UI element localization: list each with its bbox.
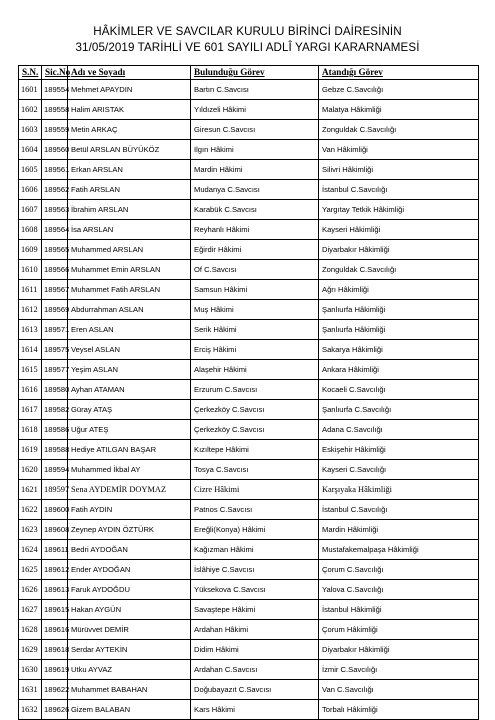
cell-sn: 1608 xyxy=(19,220,42,240)
table-row xyxy=(19,400,479,420)
cell-sn: 1622 xyxy=(19,500,42,520)
cell-name: Serdar AYTEKİN xyxy=(68,640,191,660)
cell-assigned-post: Yargıtay Tetkik Hâkimliği xyxy=(319,200,479,220)
cell-sn: 1604 xyxy=(19,140,42,160)
cell-assigned-post: İstanbul Hâkimliği xyxy=(319,600,479,620)
cell-sic-no: 189619 xyxy=(42,660,68,680)
cell-sn: 1620 xyxy=(19,460,42,480)
cell-name: Faruk AYDOĞDU xyxy=(68,580,191,600)
table-row xyxy=(19,620,479,640)
table-row xyxy=(19,340,479,360)
cell-sic-no: 189571 xyxy=(42,320,68,340)
cell-current-post: Çerkezköy C.Savcısı xyxy=(191,400,319,420)
cell-assigned-post: Çorum C.Savcılığı xyxy=(319,560,479,580)
cell-sn: 1626 xyxy=(19,580,42,600)
cell-assigned-post: Malatya Hâkimliği xyxy=(319,100,479,120)
cell-sic-no: 189611 xyxy=(42,540,68,560)
table-row xyxy=(19,300,479,320)
cell-sn: 1614 xyxy=(19,340,42,360)
cell-assigned-post: Mardin Hâkimliği xyxy=(319,520,479,540)
cell-assigned-post: Kayseri C.Savcılığı xyxy=(319,460,479,480)
cell-current-post: Yüksekova C.Savcısı xyxy=(191,580,319,600)
cell-sic-no: 189616 xyxy=(42,620,68,640)
cell-current-post: Ardahan C.Savcısı xyxy=(191,660,319,680)
cell-current-post: Ereğli(Konya) Hâkimi xyxy=(191,520,319,540)
table-row xyxy=(19,180,479,200)
cell-sic-no: 189580 xyxy=(42,380,68,400)
cell-current-post: Muş Hâkimi xyxy=(191,300,319,320)
cell-sic-no: 189594 xyxy=(42,460,68,480)
cell-current-post: Samsun Hâkimi xyxy=(191,280,319,300)
cell-sic-no: 189564 xyxy=(42,220,68,240)
table-row xyxy=(19,520,479,540)
cell-assigned-post: Torbalı Hâkimliği xyxy=(319,700,479,720)
cell-name: Güray ATAŞ xyxy=(68,400,191,420)
cell-name: Muhammed İkbal AY xyxy=(68,460,191,480)
cell-assigned-post: Silivri Hâkimliği xyxy=(319,160,479,180)
cell-sic-no: 189618 xyxy=(42,640,68,660)
cell-current-post: Kızıltepe Hâkimi xyxy=(191,440,319,460)
cell-sn: 1603 xyxy=(19,120,42,140)
cell-assigned-post: Gebze C.Savcılığı xyxy=(319,80,479,100)
cell-sn: 1616 xyxy=(19,380,42,400)
cell-assigned-post: İzmir C.Savcılığı xyxy=(319,660,479,680)
cell-name: Fatih AYDIN xyxy=(68,500,191,520)
table-row xyxy=(19,320,479,340)
table-body xyxy=(19,80,479,720)
cell-name: Muhammet Emin ARSLAN xyxy=(68,260,191,280)
cell-name: Hakan AYGÜN xyxy=(68,600,191,620)
cell-sic-no: 189565 xyxy=(42,240,68,260)
table-row xyxy=(19,220,479,240)
cell-assigned-post: Ağrı Hâkimliği xyxy=(319,280,479,300)
cell-name: Hediye ATILGAN BAŞAR xyxy=(68,440,191,460)
table-row xyxy=(19,200,479,220)
cell-current-post: Cizre Hâkimi xyxy=(191,480,319,500)
cell-current-post: Erciş Hâkimi xyxy=(191,340,319,360)
cell-assigned-post: Adana C.Savcılığı xyxy=(319,420,479,440)
cell-sn: 1606 xyxy=(19,180,42,200)
cell-current-post: Ardahan Hâkimi xyxy=(191,620,319,640)
cell-assigned-post: Karşıyaka Hâkimliği xyxy=(319,480,479,500)
header-current-post: Bulunduğu Görev xyxy=(191,66,319,80)
cell-sic-no: 189563 xyxy=(42,200,68,220)
cell-name: Eren ASLAN xyxy=(68,320,191,340)
cell-sic-no: 189586 xyxy=(42,420,68,440)
cell-sn: 1602 xyxy=(19,100,42,120)
cell-sn: 1627 xyxy=(19,600,42,620)
cell-sic-no: 189558 xyxy=(42,100,68,120)
cell-sn: 1621 xyxy=(19,480,42,500)
cell-name: Yeşim ASLAN xyxy=(68,360,191,380)
cell-name: Uğur ATEŞ xyxy=(68,420,191,440)
cell-current-post: Karabük C.Savcısı xyxy=(191,200,319,220)
cell-name: Ender AYDOĞAN xyxy=(68,560,191,580)
table-row xyxy=(19,280,479,300)
table-row xyxy=(19,580,479,600)
table-row xyxy=(19,600,479,620)
cell-sn: 1611 xyxy=(19,280,42,300)
cell-name: Muhammet Fatih ARSLAN xyxy=(68,280,191,300)
cell-name: Ayhan ATAMAN xyxy=(68,380,191,400)
cell-assigned-post: Mustafakemalpaşa Hâkimliği xyxy=(319,540,479,560)
cell-current-post: Eğirdir Hâkimi xyxy=(191,240,319,260)
table-row xyxy=(19,100,479,120)
appointment-table xyxy=(18,65,479,720)
cell-current-post: Kağızman Hâkimi xyxy=(191,540,319,560)
cell-sic-no: 189600 xyxy=(42,500,68,520)
cell-sic-no: 189554 xyxy=(42,80,68,100)
cell-name: Veysel ASLAN xyxy=(68,340,191,360)
table-row xyxy=(19,140,479,160)
cell-sic-no: 189626 xyxy=(42,700,68,720)
cell-current-post: İslâhiye C.Savcısı xyxy=(191,560,319,580)
cell-sn: 1631 xyxy=(19,680,42,700)
cell-current-post: Mudanya C.Savcısı xyxy=(191,180,319,200)
cell-sic-no: 189608 xyxy=(42,520,68,540)
cell-assigned-post: İstanbul C.Savcılığı xyxy=(319,500,479,520)
cell-name: Mürüvvet DEMİR xyxy=(68,620,191,640)
cell-name: Gizem BALABAN xyxy=(68,700,191,720)
cell-name: Halim ARISTAK xyxy=(68,100,191,120)
cell-name: İbrahim ARSLAN xyxy=(68,200,191,220)
table-row xyxy=(19,80,479,100)
cell-sic-no: 189569 xyxy=(42,300,68,320)
cell-name: Utku AYVAZ xyxy=(68,660,191,680)
cell-name: Fatih ARSLAN xyxy=(68,180,191,200)
cell-assigned-post: Şanlıurfa C.Savcılığı xyxy=(319,400,479,420)
cell-assigned-post: Diyarbakır Hâkimliği xyxy=(319,240,479,260)
cell-sn: 1623 xyxy=(19,520,42,540)
cell-sic-no: 189588 xyxy=(42,440,68,460)
cell-sic-no: 189567 xyxy=(42,280,68,300)
cell-sic-no: 189615 xyxy=(42,600,68,620)
cell-sn: 1628 xyxy=(19,620,42,640)
cell-sic-no: 189575 xyxy=(42,340,68,360)
cell-sn: 1629 xyxy=(19,640,42,660)
cell-sn: 1618 xyxy=(19,420,42,440)
cell-name: Abdurrahman ASLAN xyxy=(68,300,191,320)
cell-current-post: Ilgın Hâkimi xyxy=(191,140,319,160)
cell-assigned-post: Kayseri Hâkimliği xyxy=(319,220,479,240)
cell-sic-no: 189612 xyxy=(42,560,68,580)
cell-current-post: Doğubayazıt C.Savcısı xyxy=(191,680,319,700)
table-row xyxy=(19,380,479,400)
table-row xyxy=(19,420,479,440)
cell-name: Erkan ARSLAN xyxy=(68,160,191,180)
cell-assigned-post: Ankara Hâkimliği xyxy=(319,360,479,380)
document-title-line2: 31/05/2019 TARİHLİ VE 601 SAYILI ADLÎ YARGI KARARNAMESİ xyxy=(75,41,420,54)
cell-current-post: Of C.Savcısı xyxy=(191,260,319,280)
cell-current-post: Mardin Hâkimi xyxy=(191,160,319,180)
cell-sic-no: 189613 xyxy=(42,580,68,600)
table-row xyxy=(19,560,479,580)
table-row xyxy=(19,540,479,560)
cell-current-post: Reyhanlı Hâkimi xyxy=(191,220,319,240)
cell-sn: 1610 xyxy=(19,260,42,280)
table-row xyxy=(19,700,479,720)
cell-sn: 1625 xyxy=(19,560,42,580)
cell-current-post: Tosya C.Savcısı xyxy=(191,460,319,480)
cell-sic-no: 189559 xyxy=(42,120,68,140)
cell-sic-no: 189562 xyxy=(42,180,68,200)
cell-sn: 1630 xyxy=(19,660,42,680)
cell-current-post: Kars Hâkimi xyxy=(191,700,319,720)
cell-assigned-post: Diyarbakır Hâkimliği xyxy=(319,640,479,660)
cell-sic-no: 189582 xyxy=(42,400,68,420)
cell-assigned-post: Çorum Hâkimliği xyxy=(319,620,479,640)
cell-name: Betül ARSLAN BÜYÜKÖZ xyxy=(68,140,191,160)
cell-sn: 1615 xyxy=(19,360,42,380)
cell-assigned-post: İstanbul C.Savcılığı xyxy=(319,180,479,200)
header-assigned-post: Atandığı Görev xyxy=(319,66,479,80)
cell-sic-no: 189560 xyxy=(42,140,68,160)
cell-sn: 1624 xyxy=(19,540,42,560)
document-title-line1: HÂKİMLER VE SAVCILAR KURULU BİRİNCİ DAİRESİNİN xyxy=(93,25,402,38)
cell-current-post: Erzurum C.Savcısı xyxy=(191,380,319,400)
cell-sn: 1617 xyxy=(19,400,42,420)
cell-assigned-post: Sakarya Hâkimliği xyxy=(319,340,479,360)
table-row xyxy=(19,460,479,480)
cell-name: Sena AYDEMİR DOYMAZ xyxy=(68,480,191,500)
cell-sn: 1607 xyxy=(19,200,42,220)
table-row xyxy=(19,500,479,520)
table-row xyxy=(19,660,479,680)
cell-sn: 1601 xyxy=(19,80,42,100)
cell-assigned-post: Eskişehir Hâkimliği xyxy=(319,440,479,460)
header-sn: S.N. xyxy=(19,66,42,80)
header-sic-no: Sic.No xyxy=(42,66,68,80)
cell-name: Bedri AYDOĞAN xyxy=(68,540,191,560)
cell-name: Muhammed ARSLAN xyxy=(68,240,191,260)
table-row xyxy=(19,240,479,260)
cell-sn: 1632 xyxy=(19,700,42,720)
cell-sn: 1605 xyxy=(19,160,42,180)
cell-assigned-post: Zonguldak C.Savcılığı xyxy=(319,120,479,140)
table-header-row xyxy=(19,66,479,80)
cell-sn: 1609 xyxy=(19,240,42,260)
table-row xyxy=(19,120,479,140)
cell-current-post: Patnos C.Savcısı xyxy=(191,500,319,520)
table-row xyxy=(19,260,479,280)
cell-sic-no: 189622 xyxy=(42,680,68,700)
cell-current-post: Alaşehir Hâkimi xyxy=(191,360,319,380)
cell-assigned-post: Kocaeli C.Savcılığı xyxy=(319,380,479,400)
cell-current-post: Yıldızeli Hâkimi xyxy=(191,100,319,120)
cell-current-post: Giresun C.Savcısı xyxy=(191,120,319,140)
cell-current-post: Didim Hâkimi xyxy=(191,640,319,660)
cell-sic-no: 189561 xyxy=(42,160,68,180)
cell-assigned-post: Şanlıurfa Hâkimliği xyxy=(319,320,479,340)
table-row xyxy=(19,440,479,460)
cell-name: Metin ARKAÇ xyxy=(68,120,191,140)
cell-assigned-post: Van C.Savcılığı xyxy=(319,680,479,700)
cell-name: İsa ARSLAN xyxy=(68,220,191,240)
cell-sic-no: 189577 xyxy=(42,360,68,380)
cell-current-post: Çerkezköy C.Savcısı xyxy=(191,420,319,440)
table-row xyxy=(19,160,479,180)
cell-assigned-post: Şanlıurfa Hâkimliği xyxy=(319,300,479,320)
cell-sic-no: 189597 xyxy=(42,480,68,500)
cell-current-post: Savaştepe Hâkimi xyxy=(191,600,319,620)
cell-current-post: Serik Hâkimi xyxy=(191,320,319,340)
header-name: Adı ve Soyadı xyxy=(68,66,191,80)
cell-assigned-post: Yalova C.Savcılığı xyxy=(319,580,479,600)
cell-name: Muhammet BABAHAN xyxy=(68,680,191,700)
cell-sn: 1619 xyxy=(19,440,42,460)
cell-sn: 1612 xyxy=(19,300,42,320)
cell-current-post: Bartın C.Savcısı xyxy=(191,80,319,100)
cell-sn: 1613 xyxy=(19,320,42,340)
cell-name: Mehmet APAYDIN xyxy=(68,80,191,100)
cell-sic-no: 189566 xyxy=(42,260,68,280)
table-row xyxy=(19,480,479,500)
cell-assigned-post: Zonguldak C.Savcılığı xyxy=(319,260,479,280)
table-row xyxy=(19,640,479,660)
cell-name: Zeynep AYDIN ÖZTÜRK xyxy=(68,520,191,540)
table-row xyxy=(19,680,479,700)
cell-assigned-post: Van Hâkimliği xyxy=(319,140,479,160)
table-row xyxy=(19,360,479,380)
